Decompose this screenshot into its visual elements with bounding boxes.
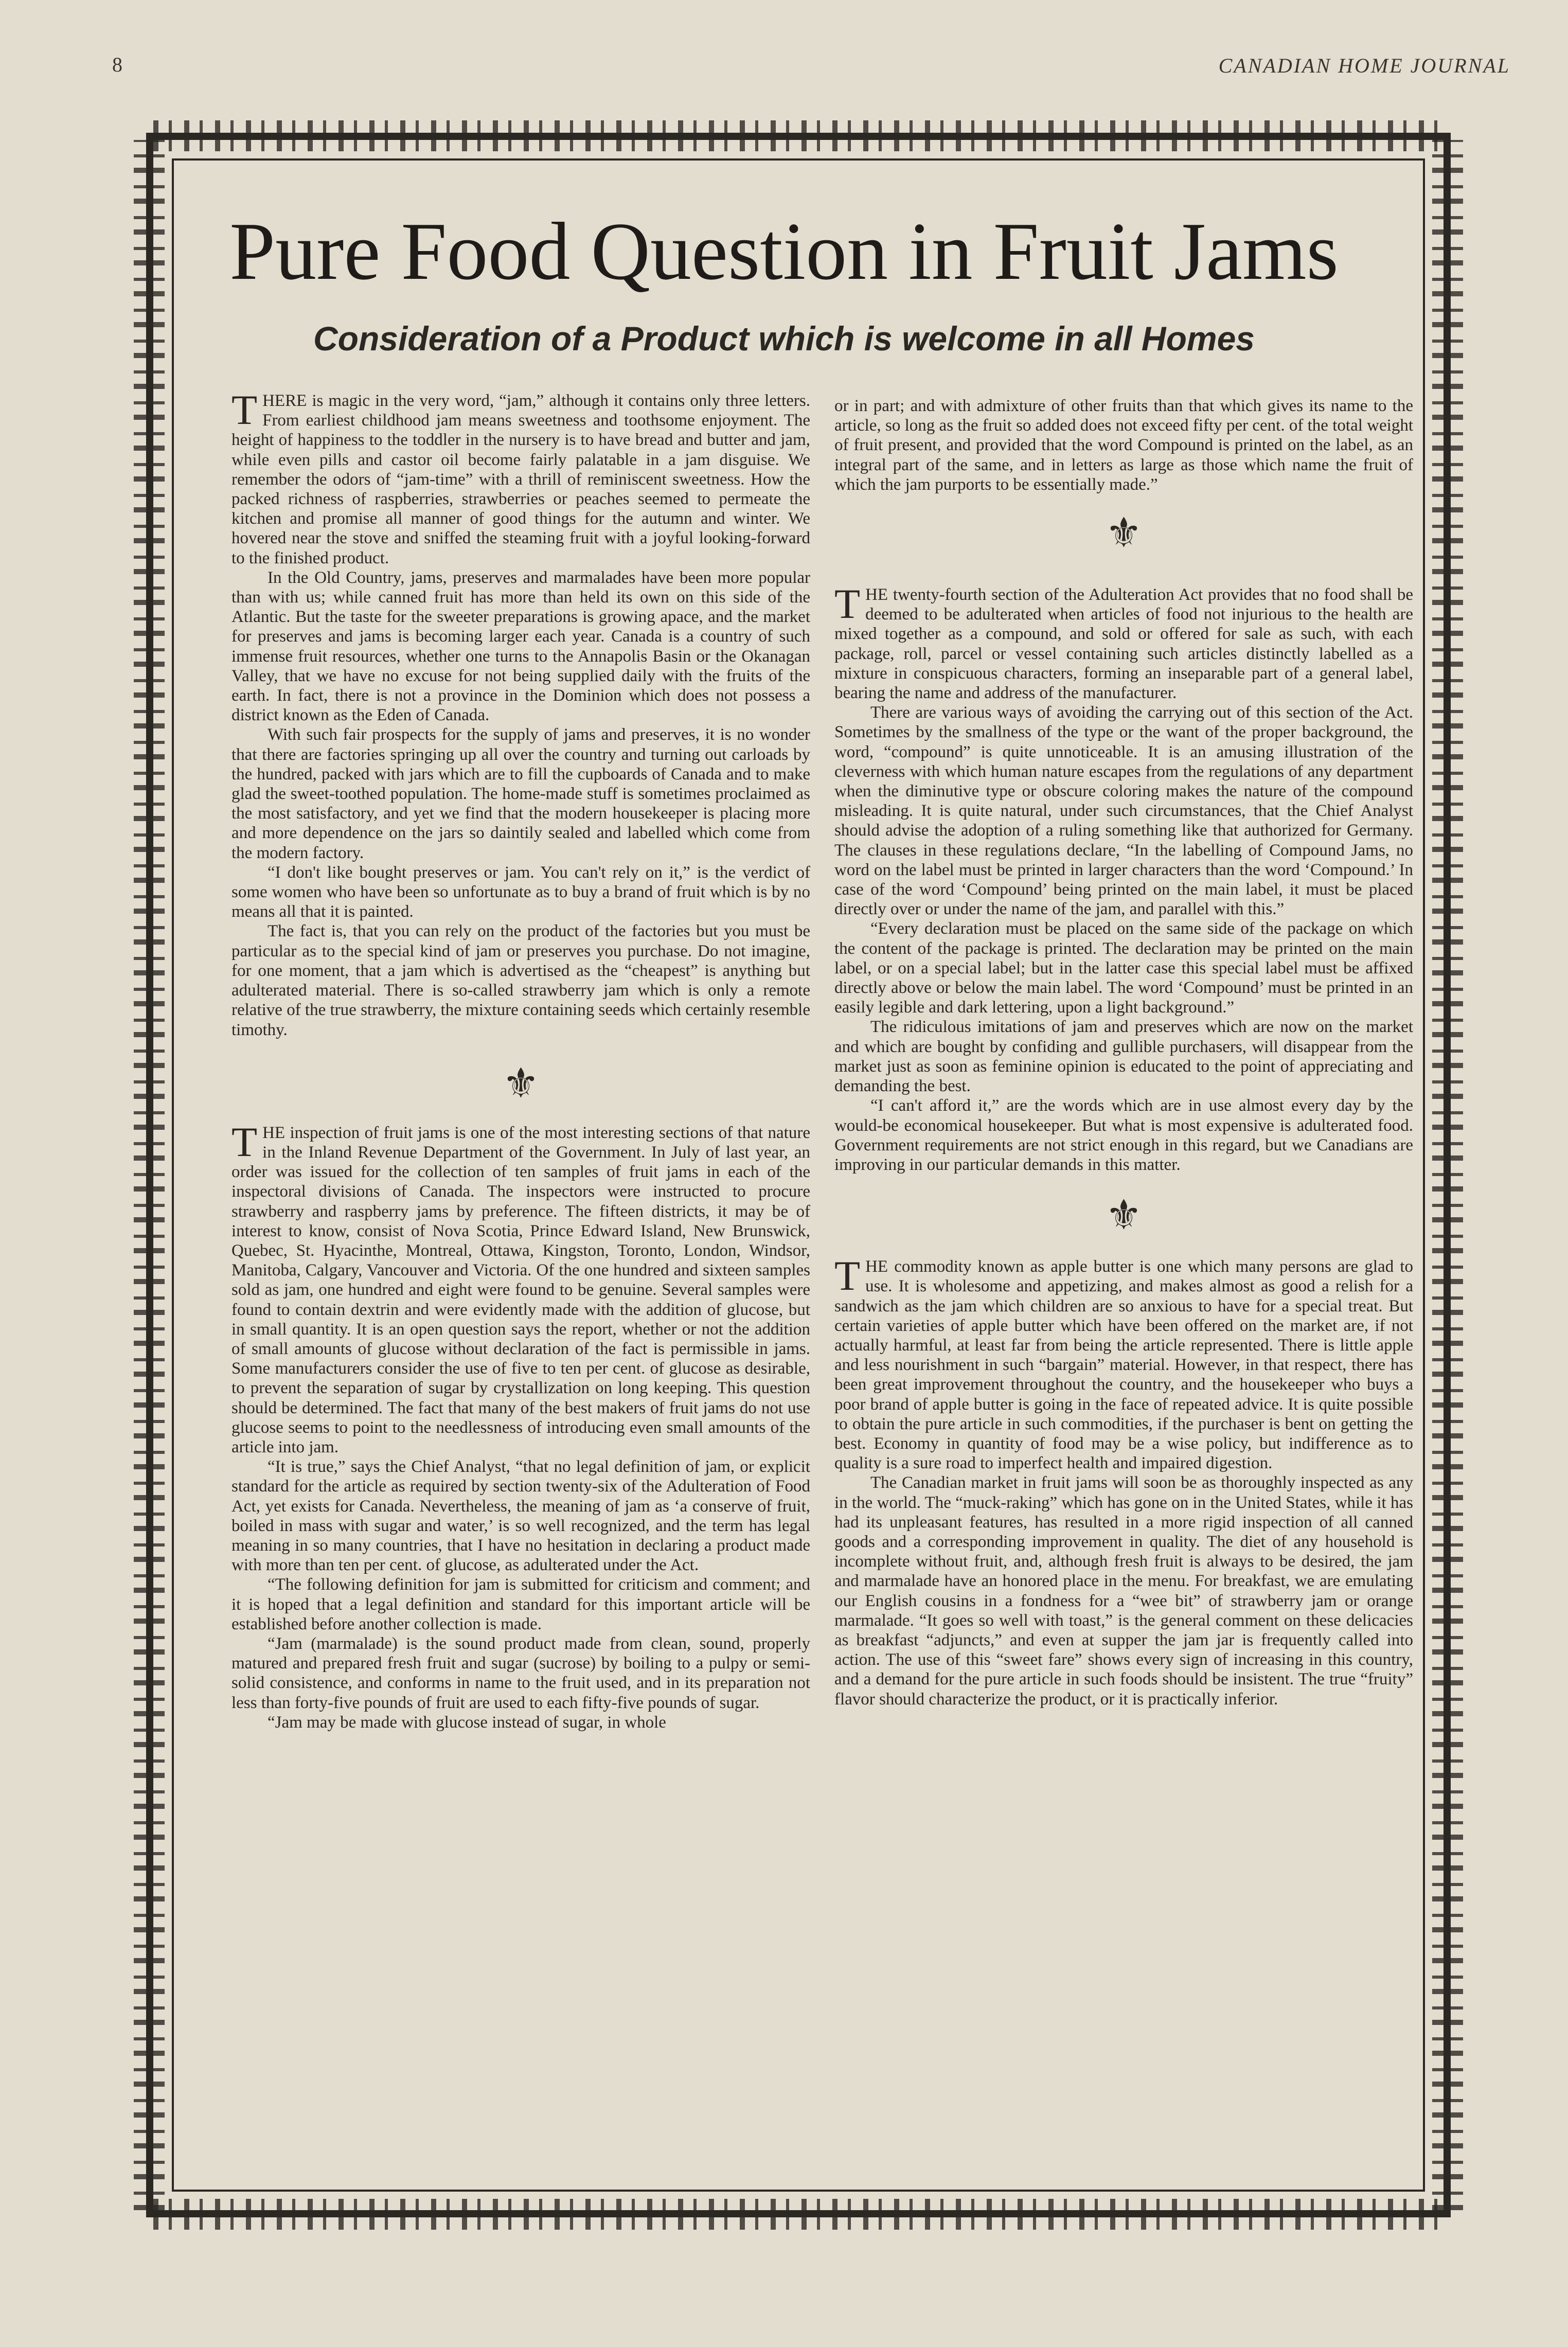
paragraph: “Jam may be made with glucose instead of sugar, in whole bbox=[268, 1713, 666, 1732]
left-column bbox=[231, 386, 810, 1732]
floral-border-left bbox=[134, 140, 165, 2210]
fleur-de-lis-ornament: ⚜ bbox=[502, 1061, 540, 1107]
drop-cap: T bbox=[834, 1252, 861, 1300]
page-number: 8 bbox=[112, 53, 122, 76]
fleur-de-lis-ornament: ⚜ bbox=[1105, 1193, 1143, 1239]
paragraph: HERE is magic in the very word, “jam,” although it contains only three letters. From earliest childhood jam means sweetness and toothsome enjoyment. The height of happiness to the toddler in the nursery is to have bread and butter and jam, while even pills and castor oil become fairly palatable in a jam disguise. We remember the odors of “jam-time” with a thrill of reminiscent sweetness. How the packed richness of raspberries, strawberries or peaches seemed to permeate the kitchen and promise all manner of good things for the autumn and winter. We hovered near the stove and sniffed the steaming fruit with a joyful looking-forward to the finished product. bbox=[231, 392, 810, 567]
paragraph: or in part; and with admixture of other fruits than that which gives its name to the article, so long as the fruit so added does not exceed fifty per cent. of the total weight of fruit present, and provided that the word Compound is printed on the label, as an integral part of the same, and in letters as large as those which name the fruit of which the jam purports to be essentially made.” bbox=[834, 397, 1413, 494]
paragraph: There are various ways of avoiding the carrying out of this section of the Act. Sometimes by the smallness of the type or the want of the proper background, the word, “compound” is quite unnoticeable. It is an amusing illustration of the cleverness with which human nature escapes from the regulations of any department when the diminutive type or obscure coloring makes the nature of the compound misleading. It is quite natural, under such circumstances, that the Chief Analyst should advise the adoption of a ruling something like that authorized for Germany. The clauses in these regulations declare, “In the labelling of Compound Jams, no word on the label must be printed in larger characters than the word ‘Compound.’ In case of the word ‘Compound’ being printed on the main label, it must be placed directly over or under the name of the jam, and parallel with this.” bbox=[834, 703, 1413, 919]
drop-cap: T bbox=[231, 1118, 258, 1165]
paragraph: HE inspection of fruit jams is one of the most interesting sections of that nature in the Inland Revenue Department of the Government. In July of last year, an order was issued for the collection of ten samples of fruit jams in each of the inspectoral divisions of Canada. The inspectors were instructed to procure strawberry and raspberry jams by preference. The fifteen districts, it may be of interest to know, consist of Nova Scotia, Prince Edward Island, New Brunswick, Quebec, St. Hyacinthe, Montreal, Ottawa, Kingston, Toronto, London, Windsor, Manitoba, Calgary, Vancouver and Victoria. Of the one hundred and sixteen samples sold as jam, one hundred and eight were found to be genuine. Several samples were found to contain dextrin and were evidently made with the addition of glucose, but in small quantity. It is an open question says the report, whether or not the addition of small amounts of glucose without declaration of the fact is permissible in jams. Some manufacturers consider the use of five to ten per cent. of glucose as desirable, to prevent the separation of sugar by crystallization on long keeping. This question should be determined. The fact that many of the best makers of fruit jams do not use glucose seems to point to the needlessness of introducing even small amounts of the article into jam. bbox=[231, 1123, 810, 1456]
paragraph: “Jam (marmalade) is the sound product made from clean, sound, properly matured and prepared fresh fruit and sugar (sucrose) by boiling to a pulpy or semi-solid consistence, and conforms in name to the fruit used, and in its preparation not less than forty-five pounds of fruit are used to each fifty-five pounds of sugar. bbox=[231, 1634, 810, 1712]
paragraph: The fact is, that you can rely on the product of the factories but you must be particular as to the special kind of jam or preserves you purchase. Do not imagine, for one moment, that a jam which is advertised as the “cheapest” is anything but adulterated material. There is so-called strawberry jam which is only a remote relative of the true strawberry, the mixture containing seeds which certainly resemble timothy. bbox=[231, 922, 810, 1039]
paragraph: The ridiculous imitations of jam and preserves which are now on the market and which are bought by confiding and gullible purchasers, will disappear from the market just as soon as feminine opinion is educated to the point of appreciating and demanding the best. bbox=[834, 1018, 1413, 1096]
paragraph: “The following definition for jam is submitted for criticism and comment; and it is hoped that a legal definition and standard for this important article will be established before another collection is made. bbox=[231, 1575, 810, 1633]
section-inspection bbox=[231, 1118, 810, 1732]
floral-border-bottom bbox=[153, 2199, 1444, 2230]
paragraph: HE commodity known as apple butter is one which many persons are glad to use. It is wholesome and appetizing, and makes almost as good a relish for a sandwich as the jam which children are so anxious to have for a special treat. But certain varieties of apple butter which have been offered on the market are, if not actually harmful, at least far from being the article represented. There is little apple and less nourishment in such “bargain” material. However, in that respect, there has been great improvement throughout the country, and the housekeeper who buys a poor brand of apple butter is going in the face of repeated advice. It is quite possible to obtain the pure article in such commodities, if the purchaser is bent on getting the best. Economy in quantity of food may be a wise policy, but indifference as to quality is a sure road to imperfect health and impaired digestion. bbox=[834, 1257, 1413, 1473]
paragraph: HE twenty-fourth section of the Adulteration Act provides that no food shall be deemed to be adulterated when articles of food not injurious to the health are mixed together as a compound, and sold or offered for sale as such, with each package, roll, parcel or vessel containing such articles distinctly labelled as a mixture in conspicuous characters, forming an inseparable part of a general label, bearing the name and address of the manufacturer. bbox=[834, 585, 1413, 703]
article-title: Pure Food Question in Fruit Jams bbox=[229, 205, 1339, 297]
section-apple-butter bbox=[834, 1252, 1413, 1709]
section-adulteration-act bbox=[834, 580, 1413, 1175]
paragraph: With such fair prospects for the supply of jams and preserves, it is no wonder that there are factories springing up all over the country and turning out carloads by the hundred, packed with jars which are to fill the cupboards of Canada and to make glad the sweet-toothed population. The home-made stuff is sometimes proclaimed as the most satisfactory, and yet we find that the modern housekeeper is placing more and more dependence on the jars so daintily sealed and labelled which come from the modern factory. bbox=[231, 725, 810, 862]
paragraph: In the Old Country, jams, preserves and marmalades have been more popular than with us; while canned fruit has more than held its own on this side of the Atlantic. But the taste for the sweeter preparations is growing apace, and the market for preserves and jams is becoming larger each year. Canada is a country of such immense fruit resources, whether one turns to the Annapolis Basin or the Okanagan Valley, that we have no excuse for not being supplied daily with the fruits of the earth. In fact, there is not a province in the Dominion which does not possess a district known as the Eden of Canada. bbox=[231, 568, 810, 725]
drop-cap: T bbox=[834, 580, 861, 628]
floral-border-top bbox=[153, 120, 1444, 151]
paragraph: “I can't afford it,” are the words which are in use almost every day by the would-be economical housekeeper. But what is most expensive is adulterated food. Government requirements are not strict enough in this regard, but we Canadians are improving in our particular demands in this matter. bbox=[834, 1096, 1413, 1174]
paragraph: “It is true,” says the Chief Analyst, “that no legal definition of jam, or explicit standard for the article as required by section twenty-six of the Adulteration of Food Act, yet exists for Canada. Nevertheless, the meaning of jam as ‘a conserve of fruit, boiled in mass with sugar and water,’ is so well recognized, and the term has legal meaning in so many countries, that I have no hesitation in declaring a product made with more than ten per cent. of glucose, as adulterated under the Act. bbox=[231, 1457, 810, 1575]
fleur-de-lis-ornament: ⚜ bbox=[1105, 511, 1143, 557]
journal-name: CANADIAN HOME JOURNAL bbox=[1218, 54, 1510, 77]
paragraph: “Every declaration must be placed on the same side of the package on which the content of the package is printed. The declaration may be printed on the main label, or on a special label; but in the latter case this special label must be affixed directly above or below the main label. The word ‘Compound’ must be printed in an easily legible and dark lettering, upon a light background.” bbox=[834, 919, 1413, 1017]
article-subtitle: Consideration of a Product which is welcome in all Homes bbox=[313, 319, 1255, 358]
paragraph: The Canadian market in fruit jams will soon be as thoroughly inspected as any in the world. The “muck-raking” which has gone on in the United States, while it has had its unpleasant features, has resulted in a more rigid inspection of all canned goods and a corresponding improvement in quality. The diet of any household is incomplete without fruit, and, although fresh fruit is always to be desired, the jam and marmalade have an honored place in the menu. For breakfast, we are emulating our English cousins in a fondness for a “wee bit” of strawberry jam or orange marmalade. “It goes so well with toast,” is the general comment on these delicacies as breakfast “adjuncts,” and even at supper the jam jar is frequently called into action. The use of this “sweet fare” shows every sign of increasing in this country, and a demand for the pure article in such foods should be insistent. The true “fruity” flavor should characterize the product, or it is practically inferior. bbox=[834, 1473, 1413, 1709]
right-column bbox=[834, 396, 1413, 1709]
floral-border-right bbox=[1432, 140, 1463, 2210]
section-intro bbox=[231, 386, 810, 1040]
paragraph: “I don't like bought preserves or jam. You can't rely on it,” is the verdict of some women who have been so unfortunate as to buy a brand of fruit which is by no means all that it is painted. bbox=[231, 863, 810, 921]
drop-cap: T bbox=[231, 386, 258, 433]
